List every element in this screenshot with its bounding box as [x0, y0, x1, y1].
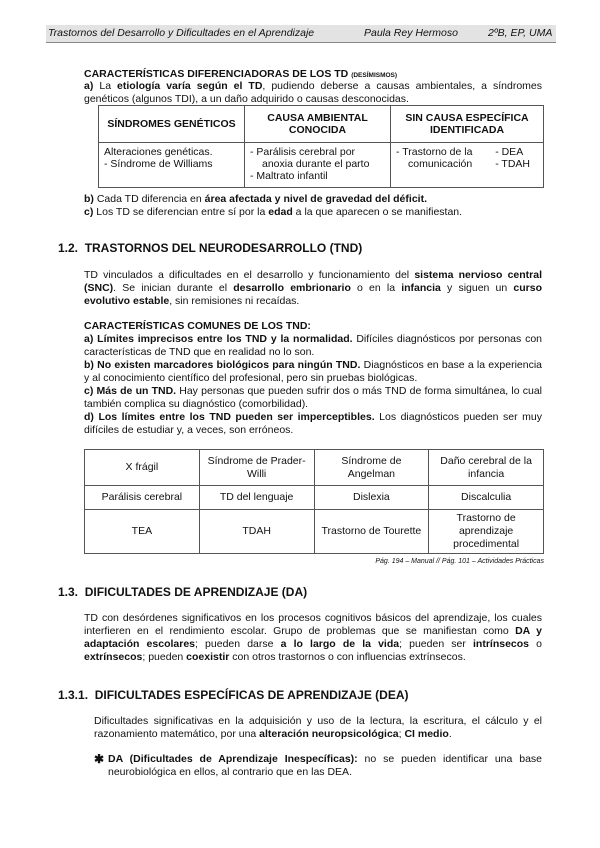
diff-item-a: a) La etiología varía según el TD, pudiendo deberse a causas ambientales, a síndromes genéticos (algunos TDI), a un daño adquirido o causas desconocidas.	[84, 80, 542, 105]
common-title: CARACTERÍSTICAS COMUNES DE LOS TND:	[84, 320, 311, 332]
causes-cell-2: - Parálisis cerebral por anoxia durante el parto - Maltrato infantil	[245, 143, 391, 188]
tnd-grid-cell: Daño cerebral de la infancia	[429, 450, 544, 486]
causes-header-3: SIN CAUSA ESPECÍFICA IDENTIFICADA	[391, 106, 544, 143]
da-inespecificas: DA (Dificultades de Aprendizaje Inespecíficas): no se pueden identificar una base neurobiológica en ellos, al contrario que en las DEA.	[108, 753, 542, 778]
tnd-grid-cell: Síndrome de Angelman	[314, 450, 429, 486]
header-group: 2ºB, EP, UMA	[488, 27, 553, 39]
page-header	[46, 25, 556, 43]
tnd-grid-cell: X frágil	[85, 450, 200, 486]
common-item-a: a) Límites imprecisos entre los TND y la normalidad. Difíciles diagnósticos por personas con características de TND que en realidad no lo son.	[84, 333, 543, 358]
common-item-c: c) Más de un TND. Hay personas que pueden sufrir dos o más TND de forma simultánea, lo cual también complica su diagnóstico (comorbilidad).	[84, 385, 542, 410]
diff-title: CARACTERÍSTICAS DIFERENCIADORAS DE LOS TD (DESÍMISMOS)	[84, 68, 398, 80]
header-author: Paula Rey Hermoso	[364, 27, 458, 39]
tnd-grid	[84, 449, 544, 554]
tnd-grid-cell: TEA	[85, 510, 200, 554]
common-item-b: b) No existen marcadores biológicos para ningún TND. Diagnósticos en base a la experiencia y al conocimiento científico del profesional, pero sin pruebas biológicas.	[84, 359, 543, 384]
section-1-3-1-heading: 1.3.1. DIFICULTADES ESPECÍFICAS DE APRENDIZAJE (DEA)	[58, 688, 409, 702]
causes-table	[98, 105, 544, 188]
causes-header-1: SÍNDROMES GENÉTICOS	[99, 106, 245, 143]
common-item-d: d) Los límites entre los TND pueden ser imperceptibles. Los diagnósticos pueden ser muy difíciles de estudiar y, a veces, son erróneos.	[84, 411, 542, 436]
tnd-grid-cell: Dislexia	[314, 486, 429, 510]
diff-item-b: b) Cada TD diferencia en área afectada y nivel de gravedad del déficit.	[84, 193, 427, 205]
tnd-grid-cell: Síndrome de Prader-Willi	[199, 450, 314, 486]
causes-header-2: CAUSA AMBIENTAL CONOCIDA	[245, 106, 391, 143]
da-definition: TD con desórdenes significativos en los procesos cognitivos básicos del aprendizaje, los cuales interfieren en el rendimiento escolar. Grupo de problemas que se manifiestan como DA y adaptación escolares; pueden darse a lo largo de la vida; pueden ser intrínsecos o extrínsecos; pueden coexistir con otros trastornos o con influencias extrínsecos.	[84, 612, 542, 663]
dea-definition: Dificultades significativas en la adquisición y uso de la lectura, la escritura, el cálculo y el razonamiento matemático, por una alteración neuropsicológica; CI medio.	[94, 715, 542, 740]
tnd-grid-cell: TD del lenguaje	[199, 486, 314, 510]
tnd-grid-cell: Trastorno de aprendizaje procedimental	[429, 510, 544, 554]
tnd-grid-cell: Trastorno de Tourette	[314, 510, 429, 554]
section-1-3-heading: 1.3. DIFICULTADES DE APRENDIZAJE (DA)	[58, 585, 308, 599]
asterisk-bullet-icon: ✱	[94, 752, 105, 766]
causes-cell-3: - Trastorno de la comunicación - DEA - TDAH	[391, 143, 544, 188]
header-course: Trastornos del Desarrollo y Dificultades en el Aprendizaje	[48, 27, 315, 39]
tnd-grid-cell: TDAH	[199, 510, 314, 554]
page-reference: Pág. 194 – Manual // Pág. 101 – Actividades Prácticas	[375, 558, 544, 565]
tnd-grid-cell: Discalculia	[429, 486, 544, 510]
tnd-definition: TD vinculados a dificultades en el desarrollo y funcionamiento del sistema nervioso central (SNC). Se inician durante el desarrollo embrionario o en la infancia y siguen un curso evolutivo estable, sin remisiones ni recaídas.	[84, 269, 542, 307]
tnd-grid-cell: Parálisis cerebral	[85, 486, 200, 510]
section-1-2-heading: 1.2. TRASTORNOS DEL NEURODESARROLLO (TND)	[58, 241, 363, 255]
diff-item-c: c) Los TD se diferencian entre sí por la edad a la que aparecen o se manifiestan.	[84, 206, 463, 218]
causes-cell-1: Alteraciones genéticas. - Síndrome de Williams	[99, 143, 245, 188]
